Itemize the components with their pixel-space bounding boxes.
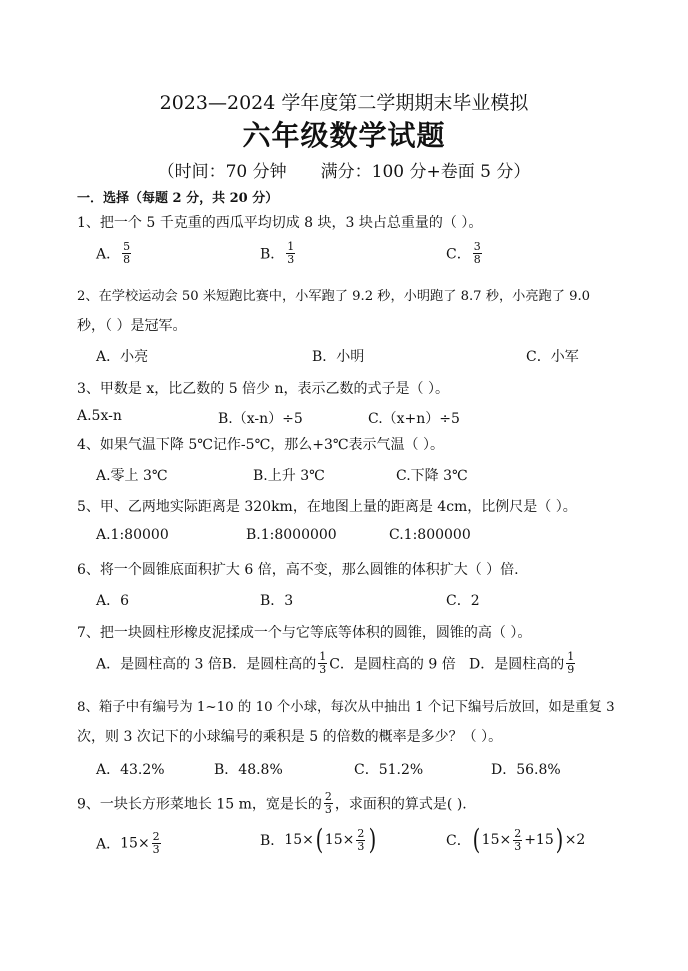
q8-option-a: A．43.2% bbox=[96, 762, 165, 778]
q6-option-b: B．3 bbox=[260, 593, 294, 609]
question-8-line-2: 次，则 3 次记下的小球编号的乘积是 5 的倍数的概率是多少？（ ）。 bbox=[77, 729, 503, 745]
q5-option-b: B.1:8000000 bbox=[246, 527, 337, 543]
q2-option-b: B．小明 bbox=[312, 349, 365, 365]
q6-option-a: A．6 bbox=[96, 593, 130, 609]
question-4: 4、如果气温下降 5℃记作-5℃，那么+3℃表示气温（ ）。 bbox=[77, 437, 444, 453]
page-title: 六年级数学试题 bbox=[242, 119, 446, 152]
q7-options bbox=[96, 651, 456, 676]
q8-option-b: B．48.8% bbox=[214, 762, 283, 778]
exam-time: （时间：70 分钟 bbox=[157, 162, 287, 182]
question-6: 6、将一个圆锥底面积扩大 6 倍，高不变，那么圆锥的体积扩大（ ）倍. bbox=[77, 562, 519, 578]
question-3: 3、甲数是 x，比乙数的 5 倍少 n，表示乙数的式子是（ ）。 bbox=[77, 381, 449, 397]
q2-option-c: C．小军 bbox=[526, 349, 579, 365]
q9-option-c: C．( 15× $\frac{2}{3}$ +15) ×2 bbox=[446, 823, 586, 856]
question-1: 1、把一个 5 千克重的西瓜平均切成 8 块，3 块占总重量的（ ）。 bbox=[77, 215, 483, 231]
q5-option-a: A.1:80000 bbox=[96, 527, 169, 543]
q7-option-d: D．是圆柱高的 $\frac{1}{9}$ bbox=[469, 650, 575, 676]
exam-term-line: 2023—2024 学年度第二学期期末毕业模拟 bbox=[159, 92, 529, 114]
question-9: 9、一块长方形菜地长 15 m，宽是长的 $\frac{2}{3}$ ，求面积的算式是( ). bbox=[77, 790, 467, 816]
question-2-line-1: 2、在学校运动会 50 米短跑比赛中，小军跑了 9.2 秒，小明跑了 8.7 秒，小亮跑了 9.0 bbox=[77, 289, 591, 304]
q4-option-b: B.上升 3℃ bbox=[253, 468, 325, 484]
q7-option-b-fraction: $\frac{1}{3}$ bbox=[319, 650, 327, 676]
q9-option-b: B．15×( 15× $\frac{2}{3}$ ) bbox=[260, 823, 377, 856]
q7-option-c: C．是圆柱高的 9 倍 bbox=[329, 656, 456, 673]
q4-option-a: A.零上 3℃ bbox=[96, 468, 168, 484]
q6-option-c: C．2 bbox=[446, 593, 480, 609]
q3-option-a: A.5x-n bbox=[77, 408, 122, 424]
q2-option-a: A．小亮 bbox=[96, 349, 149, 365]
section-heading: 一．选择（每题 2 分，共 20 分） bbox=[77, 191, 279, 206]
q1-option-c: C． $\frac{3}{8}$ bbox=[446, 240, 481, 266]
q3-option-b: B.（x-n）÷5 bbox=[218, 411, 303, 427]
question-5: 5、甲、乙两地实际距离是 320km，在地图上量的距离是 4cm，比例尺是（ ）。 bbox=[77, 499, 577, 515]
q8-option-c: C．51.2% bbox=[354, 762, 424, 778]
q9-option-a: A．15× $\frac{2}{3}$ bbox=[96, 830, 160, 856]
exam-info bbox=[0, 157, 688, 182]
q7-option-b: B．是圆柱高的 bbox=[221, 656, 317, 673]
q1-option-a: A． $\frac{5}{8}$ bbox=[96, 240, 131, 266]
exam-score: 满分：100 分+卷面 5 分） bbox=[320, 162, 531, 182]
question-7: 7、把一块圆柱形橡皮泥揉成一个与它等底等体积的圆锥，圆锥的高（ ）。 bbox=[77, 625, 532, 641]
q8-option-d: D．56.8% bbox=[491, 762, 561, 778]
q7-option-a: A．是圆柱高的 3 倍 bbox=[96, 656, 222, 673]
q5-option-c: C.1:800000 bbox=[389, 527, 471, 543]
q1-option-b: B． $\frac{1}{3}$ bbox=[260, 240, 295, 266]
q4-option-c: C.下降 3℃ bbox=[396, 468, 468, 484]
q3-option-c: C.（x+n）÷5 bbox=[368, 411, 460, 427]
question-2-line-2: 秒，（ ）是冠军。 bbox=[77, 318, 187, 334]
question-8-line-1: 8、箱子中有编号为 1~10 的 10 个小球，每次从中抽出 1 个记下编号后放回，如是重复 3 bbox=[77, 700, 615, 715]
